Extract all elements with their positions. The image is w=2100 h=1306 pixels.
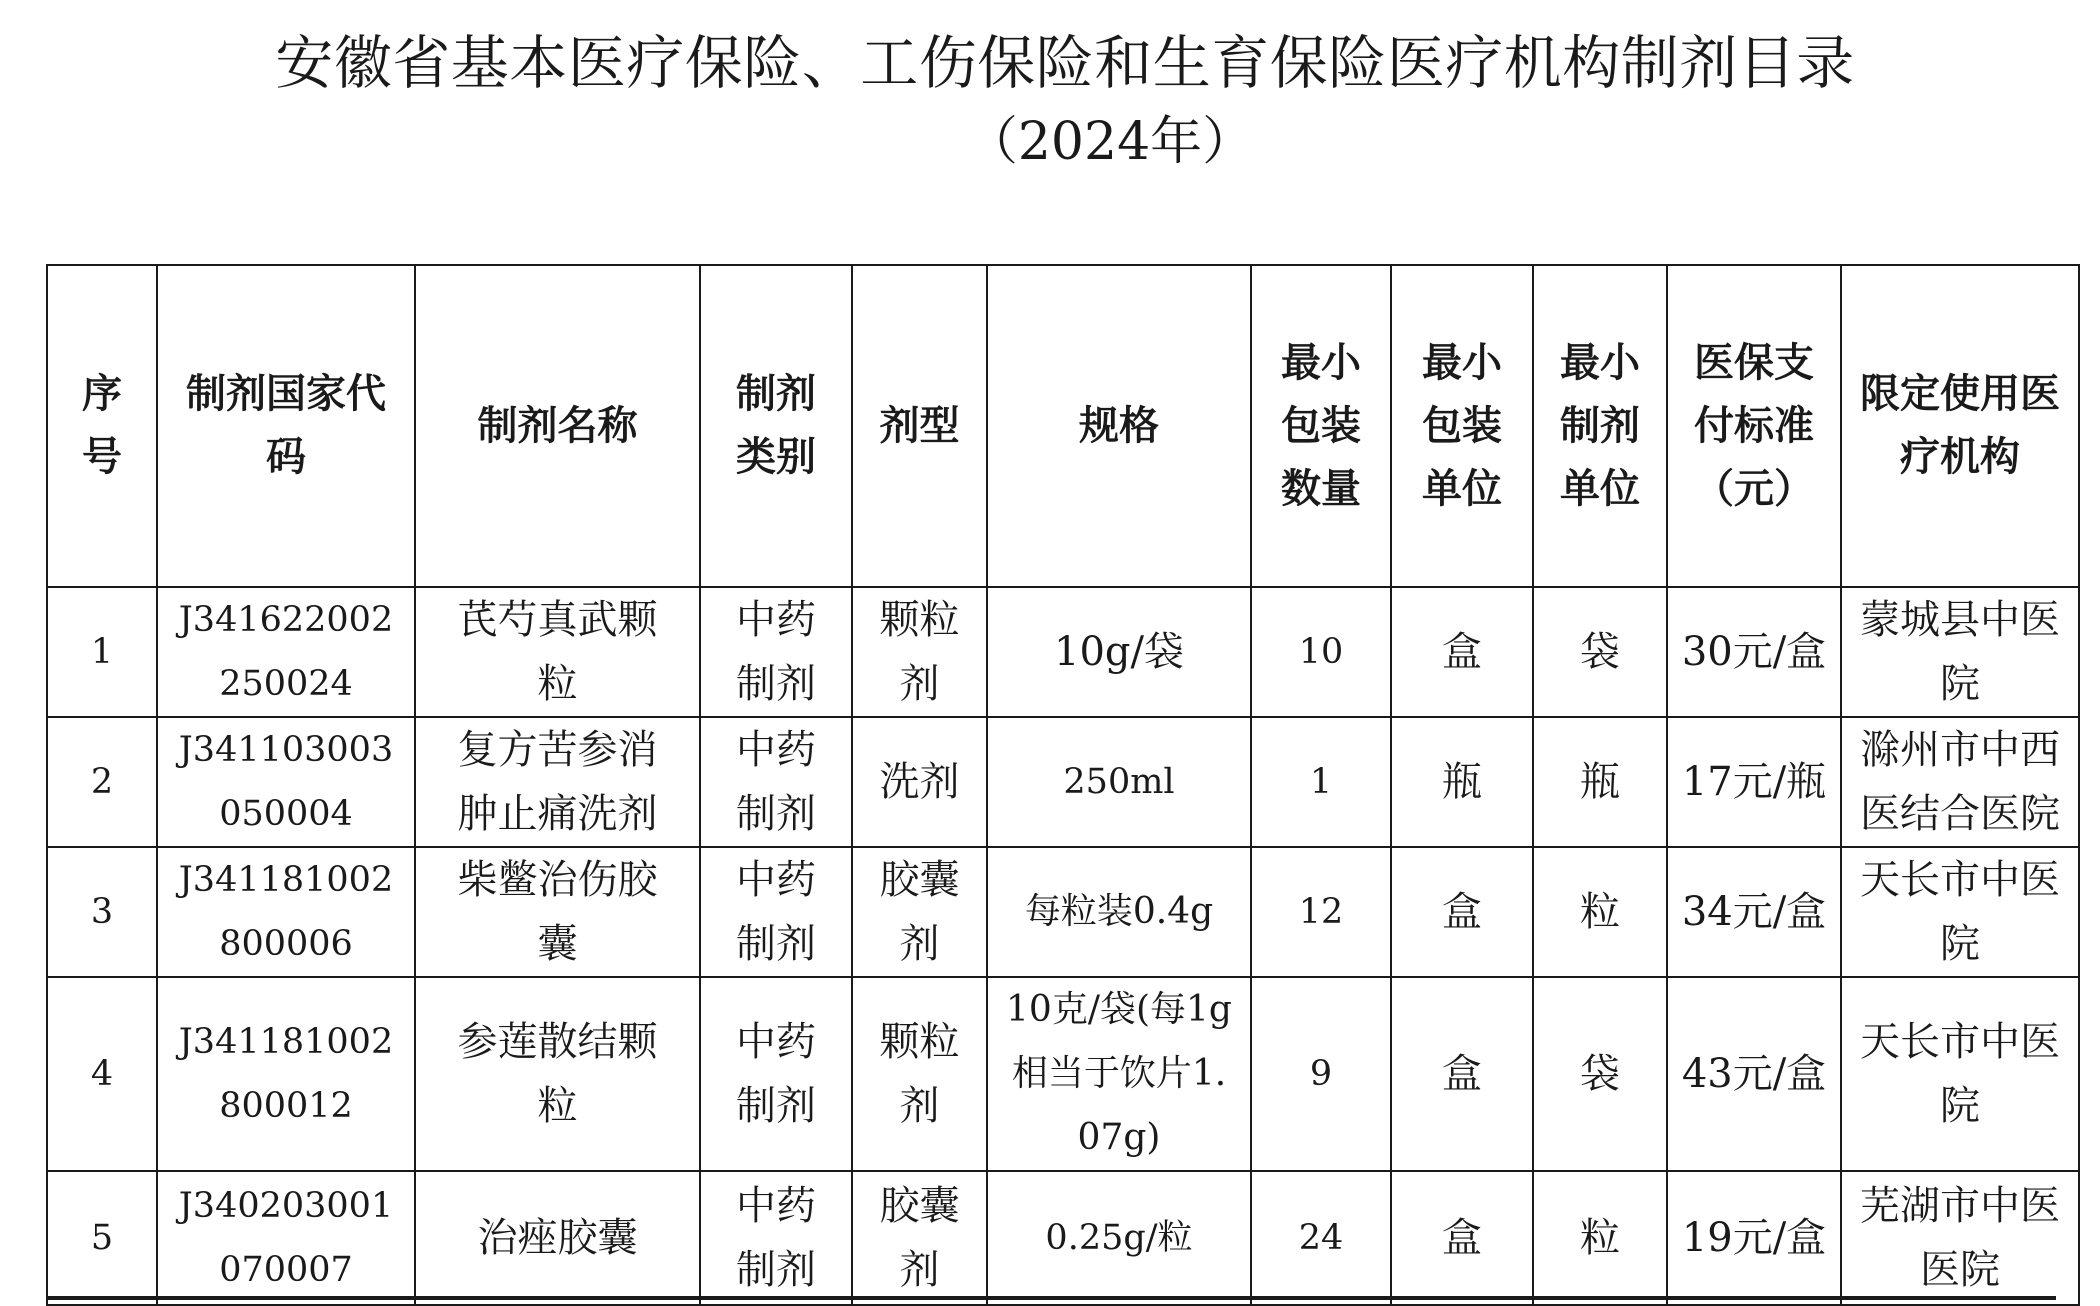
cell-form: 颗粒剂: [852, 977, 987, 1171]
cell-min-prep-unit: 粒: [1533, 1171, 1667, 1305]
cell-name: 芪芍真武颗粒: [415, 587, 700, 717]
cell-min-pack-qty: 1: [1251, 717, 1391, 847]
cell-payment-standard: 30元/盒: [1667, 587, 1841, 717]
cell-seq: 4: [47, 977, 157, 1171]
cell-min-pack-qty: 9: [1251, 977, 1391, 1171]
cell-min-pack-unit: 盒: [1391, 847, 1533, 977]
cell-min-prep-unit: 袋: [1533, 977, 1667, 1171]
cell-spec: 10g/袋: [987, 587, 1251, 717]
cell-category: 中药制剂: [700, 587, 852, 717]
cell-payment-standard: 17元/瓶: [1667, 717, 1841, 847]
cell-category: 中药制剂: [700, 717, 852, 847]
cell-code: J340203001070007: [157, 1171, 415, 1305]
header-payment-standard: 医保支付标准（元）: [1667, 265, 1841, 587]
catalog-table: [46, 264, 2080, 1306]
document-subtitle: （2024年）: [965, 112, 1255, 172]
cell-category: 中药制剂: [700, 977, 852, 1171]
header-seq: 序号: [47, 265, 157, 587]
cell-payment-standard: 34元/盒: [1667, 847, 1841, 977]
table-row: [47, 717, 2079, 847]
document-title: 安徽省基本医疗保险、工伤保险和生育保险医疗机构制剂目录: [275, 29, 1855, 97]
cell-restricted-institution: 滁州市中西医结合医院: [1841, 717, 2079, 847]
cell-seq: 3: [47, 847, 157, 977]
header-restricted-institution: 限定使用医疗机构: [1841, 265, 2079, 587]
header-name: 制剂名称: [415, 265, 700, 587]
table-row: [47, 1171, 2079, 1305]
cell-form: 颗粒剂: [852, 587, 987, 717]
cell-spec: 0.25g/粒: [987, 1171, 1251, 1305]
header-min-pack-unit: 最小包装单位: [1391, 265, 1533, 587]
cell-restricted-institution: 天长市中医院: [1841, 847, 2079, 977]
cell-min-pack-unit: 瓶: [1391, 717, 1533, 847]
cell-form: 胶囊剂: [852, 847, 987, 977]
cell-code: J341181002800012: [157, 977, 415, 1171]
cell-name: 参莲散结颗粒: [415, 977, 700, 1171]
cell-min-pack-unit: 盒: [1391, 1171, 1533, 1305]
cell-min-pack-qty: 12: [1251, 847, 1391, 977]
cell-payment-standard: 43元/盒: [1667, 977, 1841, 1171]
header-category: 制剂类别: [700, 265, 852, 587]
cell-restricted-institution: 芜湖市中医医院: [1841, 1171, 2079, 1305]
cell-seq: 5: [47, 1171, 157, 1305]
header-code: 制剂国家代码: [157, 265, 415, 587]
table-row: [47, 977, 2079, 1171]
table-row: [47, 587, 2079, 717]
cell-restricted-institution: 天长市中医院: [1841, 977, 2079, 1171]
cell-spec: 每粒装0.4g: [987, 847, 1251, 977]
table-continuation-line: [46, 1296, 2056, 1300]
header-spec: 规格: [987, 265, 1251, 587]
cell-seq: 2: [47, 717, 157, 847]
cell-form: 胶囊剂: [852, 1171, 987, 1305]
cell-min-prep-unit: 粒: [1533, 847, 1667, 977]
cell-category: 中药制剂: [700, 847, 852, 977]
cell-seq: 1: [47, 587, 157, 717]
cell-min-pack-unit: 盒: [1391, 977, 1533, 1171]
header-min-prep-unit: 最小制剂单位: [1533, 265, 1667, 587]
header-min-pack-qty: 最小包装数量: [1251, 265, 1391, 587]
cell-min-pack-unit: 盒: [1391, 587, 1533, 717]
cell-name: 治痤胶囊: [415, 1171, 700, 1305]
cell-name: 复方苦参消肿止痛洗剂: [415, 717, 700, 847]
cell-name: 柴鳖治伤胶囊: [415, 847, 700, 977]
cell-min-pack-qty: 24: [1251, 1171, 1391, 1305]
cell-min-prep-unit: 瓶: [1533, 717, 1667, 847]
cell-category: 中药制剂: [700, 1171, 852, 1305]
cell-form: 洗剂: [852, 717, 987, 847]
cell-code: J341622002250024: [157, 587, 415, 717]
cell-code: J341103003050004: [157, 717, 415, 847]
table-row: [47, 847, 2079, 977]
cell-spec: 250ml: [987, 717, 1251, 847]
cell-min-prep-unit: 袋: [1533, 587, 1667, 717]
cell-code: J341181002800006: [157, 847, 415, 977]
cell-spec: 10克/袋(每1g相当于饮片1.07g): [987, 977, 1251, 1171]
table-header-row: [47, 265, 2079, 587]
header-form: 剂型: [852, 265, 987, 587]
cell-min-pack-qty: 10: [1251, 587, 1391, 717]
cell-payment-standard: 19元/盒: [1667, 1171, 1841, 1305]
cell-restricted-institution: 蒙城县中医院: [1841, 587, 2079, 717]
